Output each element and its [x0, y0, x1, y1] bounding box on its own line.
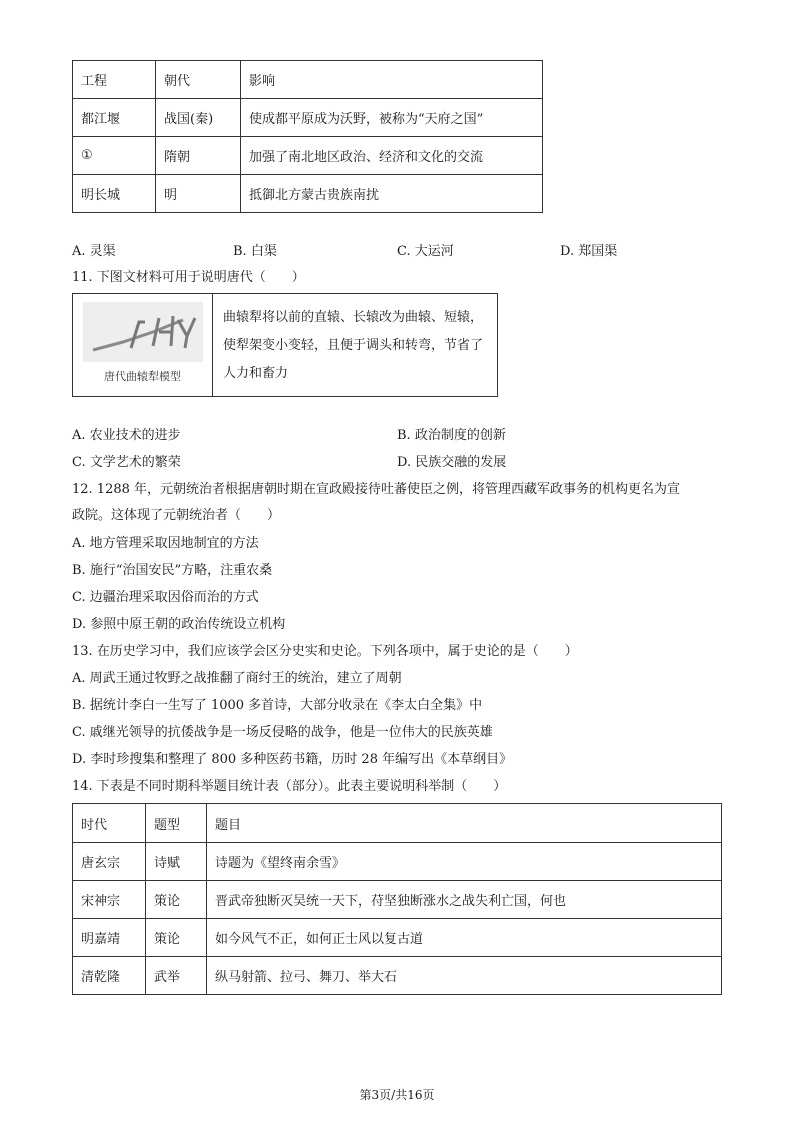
question-stem: 12. 1288 年，元朝统治者根据唐朝时期在宣政殿接待吐蕃使臣之例，将管理西藏军政事务的机构更名为宣 [72, 482, 681, 497]
option-a: A. 农业技术的进步 [72, 428, 181, 443]
table-cell: ① [73, 137, 156, 175]
option-c: C. 戚继光领导的抗倭战争是一场反侵略的战争，他是一位伟大的民族英雄 [72, 725, 493, 740]
option-d: D. 郑国渠 [560, 244, 618, 259]
option-b: B. 施行“治国安民”方略，注重农桑 [72, 563, 273, 578]
table-cell: 如今风气不正，如何正士风以复古道 [207, 919, 722, 957]
option-c: C. 文学艺术的繁荣 [72, 455, 181, 470]
option-b: B. 据统计李白一生写了 1000 多首诗，大部分收录在《李太白全集》中 [72, 698, 483, 713]
table-header-row [73, 804, 722, 843]
option-d: D. 参照中原王朝的政治传统设立机构 [72, 617, 286, 632]
option-a: A. 周武王通过牧野之战推翻了商纣王的统治，建立了周朝 [72, 671, 402, 686]
table-row [73, 919, 722, 957]
table-cell: 明 [156, 175, 241, 213]
table-row [73, 843, 722, 881]
table-row [73, 957, 722, 995]
table-row [73, 137, 543, 175]
figure-caption: 唐代曲辕犁模型 [104, 370, 181, 383]
question-stem: 11. 下图文材料可用于说明唐代（ ） [72, 270, 305, 285]
table-row [73, 175, 543, 213]
option-b: B. 政治制度的创新 [397, 428, 506, 443]
page-footer: 第3页/共16页 [359, 1088, 435, 1102]
option-a: A. 灵渠 [72, 244, 116, 259]
table-header-cell: 题型 [146, 804, 207, 843]
table-cell: 策论 [146, 919, 207, 957]
table-cell: 加强了南北地区政治、经济和文化的交流 [241, 137, 543, 175]
figure-text: 曲辕犁将以前的直辕、长辕改为曲辕、短辕，使犁架变小变轻，且便于调头和转弯，节省了人力和畜力 [223, 310, 484, 381]
table-header-cell: 时代 [73, 804, 146, 843]
table-cell: 诗赋 [146, 843, 207, 881]
figure-box [72, 293, 498, 397]
table-cell: 都江堰 [73, 99, 156, 137]
table-cell: 宋神宗 [73, 881, 146, 919]
table-cell: 策论 [146, 881, 207, 919]
table-cell: 隋朝 [156, 137, 241, 175]
table-header-cell: 朝代 [156, 61, 241, 99]
divider [212, 294, 213, 396]
option-c: C. 大运河 [397, 244, 454, 259]
table-header-row [73, 61, 543, 99]
table-cell: 使成都平原成为沃野，被称为“天府之国” [241, 99, 543, 137]
table-row [73, 881, 722, 919]
table-header-cell: 影响 [241, 61, 543, 99]
table-cell: 战国(秦) [156, 99, 241, 137]
question-stem-cont: 政院。这体现了元朝统治者（ ） [72, 508, 281, 523]
table-cell: 明嘉靖 [73, 919, 146, 957]
table-header-cell: 题目 [207, 804, 722, 843]
table-cell: 明长城 [73, 175, 156, 213]
table-cell: 诗题为《望终南余雪》 [207, 843, 722, 881]
option-b: B. 白渠 [233, 244, 277, 259]
table-cell: 晋武帝独断灭吴统一天下，苻坚独断涨水之战失利亡国，何也 [207, 881, 722, 919]
engineering-table [72, 60, 543, 213]
table-header-cell: 工程 [73, 61, 156, 99]
option-c: C. 边疆治理采取因俗而治的方式 [72, 590, 259, 605]
question-stem: 13. 在历史学习中，我们应该学会区分史实和史论。下列各项中，属于史论的是（ ） [72, 644, 578, 659]
option-a: A. 地方管理采取因地制宜的方法 [72, 536, 259, 551]
table-cell: 唐玄宗 [73, 843, 146, 881]
table-cell: 武举 [146, 957, 207, 995]
option-d: D. 民族交融的发展 [397, 455, 507, 470]
option-d: D. 李时珍搜集和整理了 800 多种医药书籍，历时 28 年编写出《本草纲目》 [72, 752, 513, 767]
table-cell: 纵马射箭、拉弓、舞刀、举大石 [207, 957, 722, 995]
exam-topics-table [72, 803, 722, 995]
table-cell: 清乾隆 [73, 957, 146, 995]
plow-model-image [83, 302, 203, 362]
table-row [73, 99, 543, 137]
table-cell: 抵御北方蒙古贵族南扰 [241, 175, 543, 213]
question-stem: 14. 下表是不同时期科举题目统计表（部分）。此表主要说明科举制（ ） [72, 779, 507, 794]
